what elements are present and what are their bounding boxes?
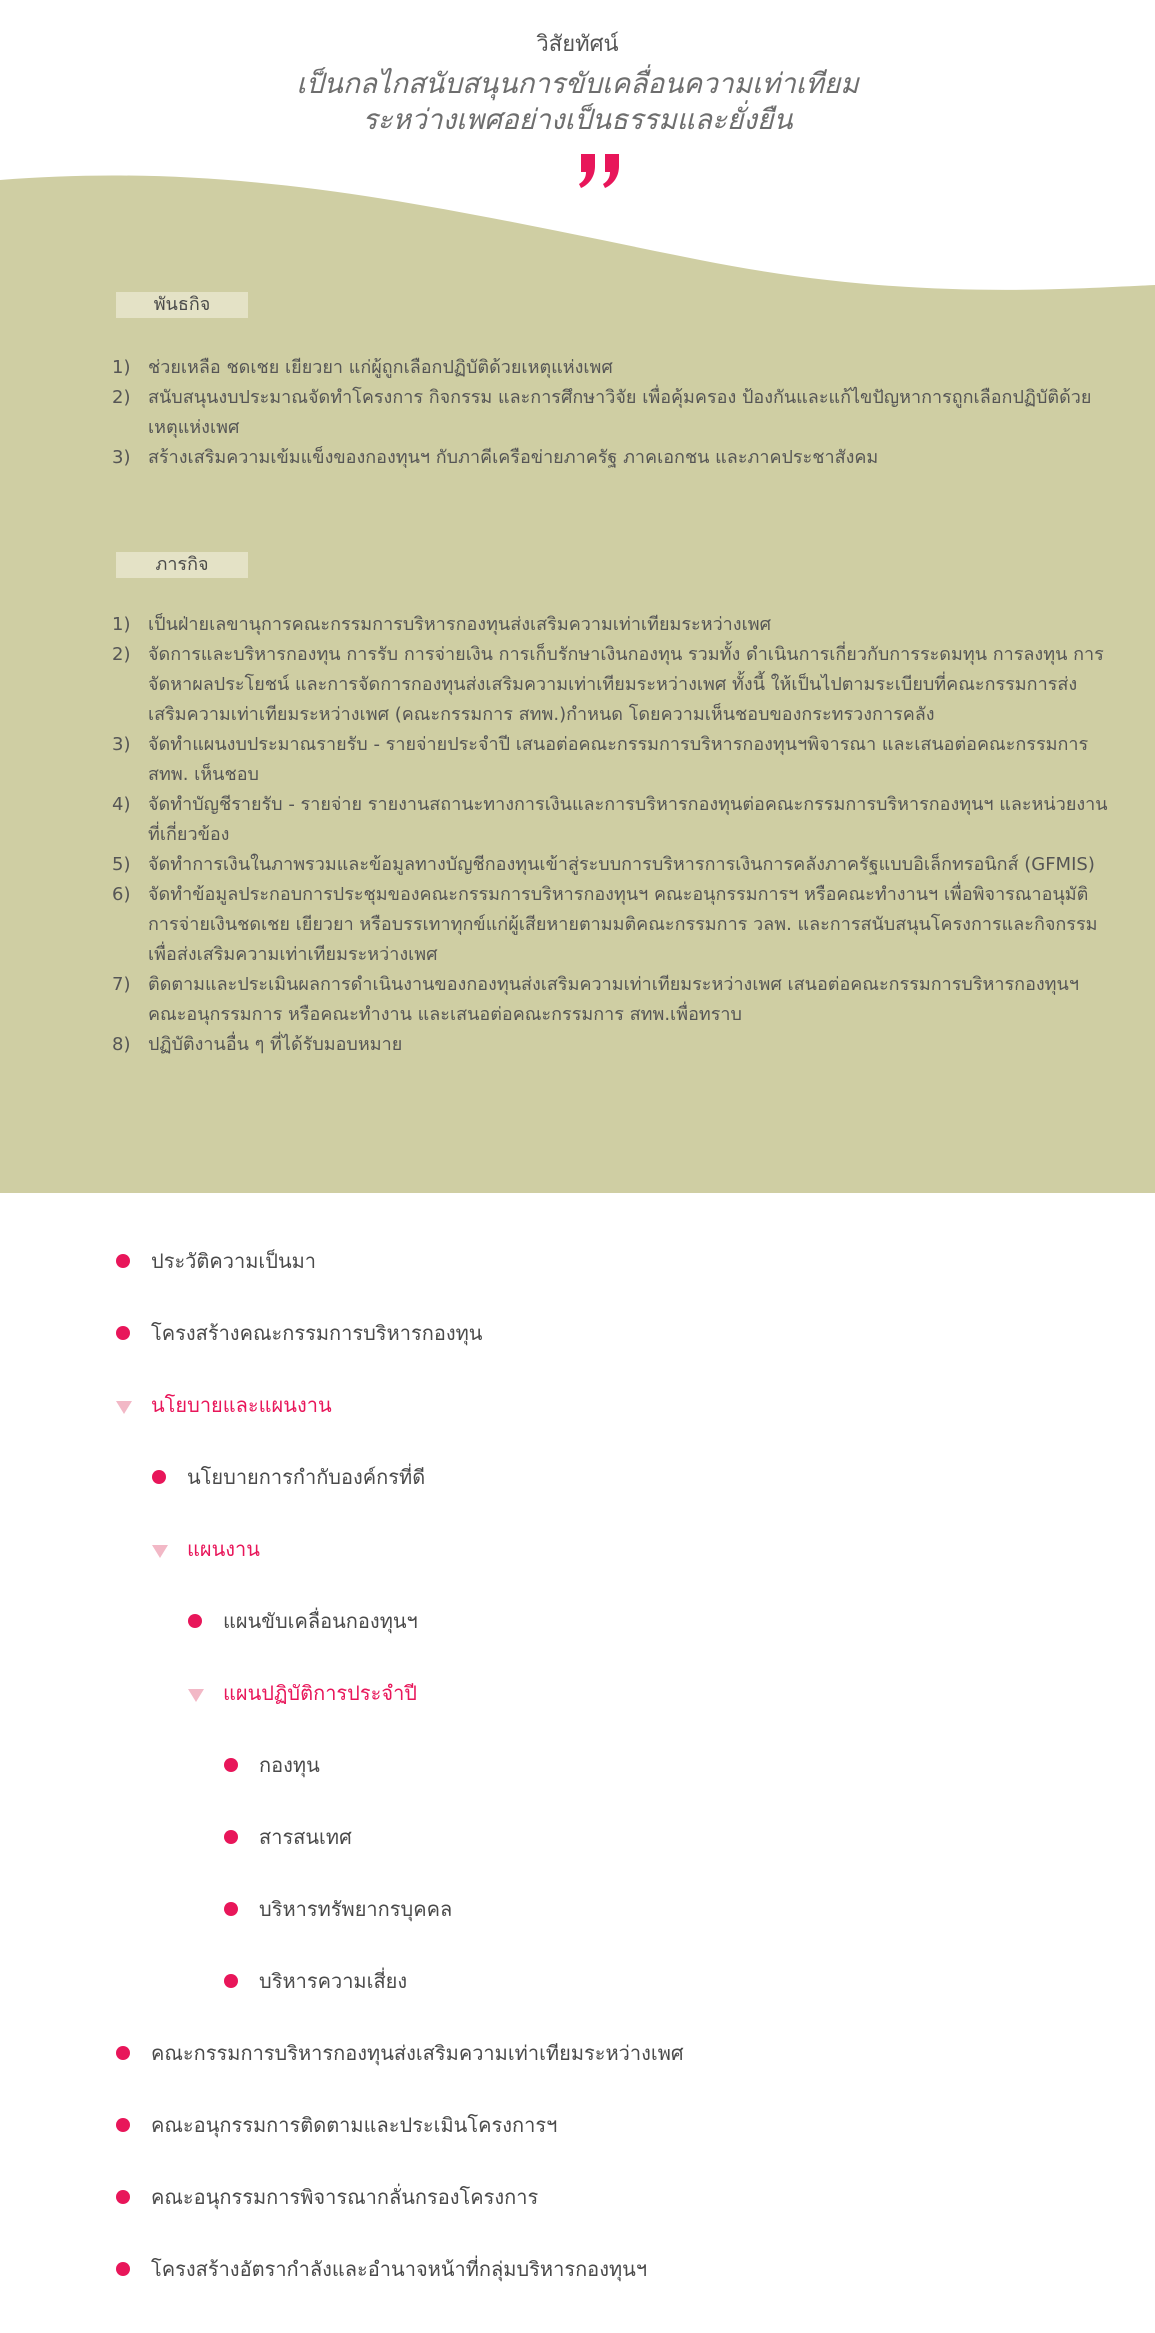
menu-item[interactable]: [0, 1243, 1155, 1315]
expanded-triangle-icon: [116, 1401, 132, 1414]
duties-item: [108, 1030, 1108, 1060]
bullet-icon: [116, 1326, 130, 1340]
side-navigation-menu: [0, 1243, 1155, 2323]
menu-item-label[interactable]: คณะกรรมการบริหารกองทุนส่งเสริมความเท่าเทียมระหว่างเพศ: [151, 2041, 684, 2065]
duties-item: [108, 970, 1108, 1030]
menu-item[interactable]: [0, 1675, 1155, 1747]
menu-item-label[interactable]: กองทุน: [259, 1753, 320, 1777]
expanded-triangle-icon: [152, 1545, 168, 1558]
vision-line-1: เป็นกลไกสนับสนุนการขับเคลื่อนความเท่าเทียม: [296, 67, 859, 100]
list-number: 6): [112, 884, 131, 905]
vision-heading: วิสัยทัศน์: [536, 32, 619, 57]
menu-item[interactable]: [0, 1531, 1155, 1603]
vision-statement: [0, 66, 1155, 138]
menu-item-label[interactable]: คณะอนุกรรมการติดตามและประเมินโครงการฯ: [151, 2113, 558, 2137]
duties-item: [108, 790, 1108, 850]
menu-item-label[interactable]: คณะอนุกรรมการพิจารณากลั่นกรองโครงการ: [151, 2185, 539, 2209]
list-text: จัดทำข้อมูลประกอบการประชุมของคณะกรรมการบริหารกองทุนฯ คณะอนุกรรมการฯ หรือคณะทำงานฯ เพื่อพิจารณาอนุมัติการจ่ายเงินชดเชย เยียวยา หรือบรรเทาทุกข์แก่ผู้เสียหายตามมติคณะกรรมการ วลพ. และการสนับสนุนโครงการและกิจกรรมเพื่อส่งเสริมความเท่าเทียมระหว่างเพศ: [148, 884, 1098, 965]
bullet-icon: [224, 1830, 238, 1844]
menu-item-label[interactable]: โครงสร้างอัตรากำลังและอำนาจหน้าที่กลุ่มบริหารกองทุนฯ: [151, 2257, 648, 2281]
menu-item[interactable]: [0, 1387, 1155, 1459]
duties-item: [108, 880, 1108, 970]
bullet-icon: [116, 1254, 130, 1268]
bullet-icon: [224, 1758, 238, 1772]
list-number: 8): [112, 1034, 131, 1055]
menu-item[interactable]: [0, 2035, 1155, 2107]
duties-list: [108, 610, 1108, 1060]
bullet-icon: [116, 2046, 130, 2060]
menu-item-label[interactable]: บริหารความเสี่ยง: [259, 1969, 408, 1993]
list-number: 2): [112, 644, 131, 665]
menu-item-label[interactable]: แผนงาน: [187, 1537, 260, 1561]
duties-item: [108, 730, 1108, 790]
mission-title: พันธกิจ: [116, 292, 248, 318]
menu-item-label[interactable]: นโยบายและแผนงาน: [151, 1393, 332, 1417]
list-text: จัดทำการเงินในภาพรวมและข้อมูลทางบัญชีกองทุนเข้าสู่ระบบการบริหารการเงินการคลังภาครัฐแบบอิเล็กทรอนิกส์ (GFMIS): [148, 854, 1095, 875]
list-number: 4): [112, 794, 131, 815]
menu-item[interactable]: [0, 1963, 1155, 2035]
list-number: 1): [112, 357, 131, 378]
list-number: 5): [112, 854, 131, 875]
list-number: 3): [112, 734, 131, 755]
list-text: ช่วยเหลือ ชดเชย เยียวยา แก่ผู้ถูกเลือกปฏิบัติด้วยเหตุแห่งเพศ: [148, 357, 613, 378]
bullet-icon: [116, 2190, 130, 2204]
menu-item[interactable]: [0, 1603, 1155, 1675]
bullet-icon: [224, 1902, 238, 1916]
menu-item[interactable]: [0, 2107, 1155, 2179]
menu-item-label[interactable]: สารสนเทศ: [259, 1825, 352, 1849]
mission-item: [108, 353, 1108, 383]
list-text: จัดการและบริหารกองทุน การรับ การจ่ายเงิน การเก็บรักษาเงินกองทุน รวมทั้ง ดำเนินการเกี่ยวกับการระดมทุน การลงทุน การจัดหาผลประโยชน์ และการจัดการกองทุนส่งเสริมความเท่าเทียมระหว่างเพศ ทั้งนี้ ให้เป็นไปตามระเบียบที่คณะกรรมการส่งเสริมความเท่าเทียมระหว่างเพศ (คณะกรรมการ สทพ.)กำหนด โดยความเห็นชอบของกระทรวงการคลัง: [148, 644, 1104, 725]
menu-item-label[interactable]: บริหารทรัพยากรบุคคล: [259, 1897, 453, 1921]
bullet-icon: [152, 1470, 166, 1484]
bullet-icon: [188, 1614, 202, 1628]
mission-item: [108, 383, 1108, 443]
mission-duties-panel: [0, 294, 1155, 1193]
duties-item: [108, 610, 1108, 640]
menu-item-label[interactable]: แผนขับเคลื่อนกองทุนฯ: [223, 1609, 418, 1633]
expanded-triangle-icon: [188, 1689, 204, 1702]
menu-item[interactable]: [0, 1459, 1155, 1531]
list-text: เป็นฝ่ายเลขานุการคณะกรรมการบริหารกองทุนส่งเสริมความเท่าเทียมระหว่างเพศ: [148, 614, 772, 635]
menu-item-label[interactable]: แผนปฏิบัติการประจำปี: [223, 1681, 417, 1705]
menu-item[interactable]: [0, 1747, 1155, 1819]
menu-item[interactable]: [0, 1315, 1155, 1387]
mission-list: [108, 353, 1108, 473]
wave-divider: [0, 170, 1155, 310]
vision-line-2: ระหว่างเพศอย่างเป็นธรรมและยั่งยืน: [362, 103, 793, 136]
menu-item[interactable]: [0, 1891, 1155, 1963]
bullet-icon: [116, 2118, 130, 2132]
list-number: 2): [112, 387, 131, 408]
list-text: ติดตามและประเมินผลการดำเนินงานของกองทุนส่งเสริมความเท่าเทียมระหว่างเพศ เสนอต่อคณะกรรมการบริหารกองทุนฯ คณะอนุกรรมการ หรือคณะทำงาน และเสนอต่อคณะกรรมการ สทพ.เพื่อทราบ: [148, 974, 1079, 1025]
list-text: จัดทำแผนงบประมาณรายรับ - รายจ่ายประจำปี เสนอต่อคณะกรรมการบริหารกองทุนฯพิจารณา และเสนอต่อคณะกรรมการ สทพ. เห็นชอบ: [148, 734, 1089, 785]
list-text: สร้างเสริมความเข้มแข็งของกองทุนฯ กับภาคีเครือข่ายภาครัฐ ภาคเอกชน และภาคประชาสังคม: [148, 447, 879, 468]
menu-item[interactable]: [0, 2251, 1155, 2323]
list-text: สนับสนุนงบประมาณจัดทำโครงการ กิจกรรม และการศึกษาวิจัย เพื่อคุ้มครอง ป้องกันและแก้ไขปัญหาการถูกเลือกปฏิบัติด้วยเหตุแห่งเพศ: [148, 387, 1092, 438]
duties-title: ภารกิจ: [116, 552, 248, 578]
list-number: 7): [112, 974, 131, 995]
bullet-icon: [116, 2262, 130, 2276]
list-number: 1): [112, 614, 131, 635]
bullet-icon: [224, 1974, 238, 1988]
menu-item-label[interactable]: ประวัติความเป็นมา: [151, 1249, 317, 1273]
duties-item: [108, 640, 1108, 730]
duties-item: [108, 850, 1108, 880]
list-number: 3): [112, 447, 131, 468]
menu-item-label[interactable]: นโยบายการกำกับองค์กรที่ดี: [187, 1465, 426, 1489]
menu-item-label[interactable]: โครงสร้างคณะกรรมการบริหารกองทุน: [151, 1321, 483, 1345]
menu-item[interactable]: [0, 1819, 1155, 1891]
menu-item[interactable]: [0, 2179, 1155, 2251]
list-text: จัดทำบัญชีรายรับ - รายจ่าย รายงานสถานะทางการเงินและการบริหารกองทุนต่อคณะกรรมการบริหารกองทุนฯ และหน่วยงานที่เกี่ยวข้อง: [148, 794, 1108, 845]
mission-item: [108, 443, 1108, 473]
list-text: ปฏิบัติงานอื่น ๆ ที่ได้รับมอบหมาย: [148, 1034, 403, 1055]
